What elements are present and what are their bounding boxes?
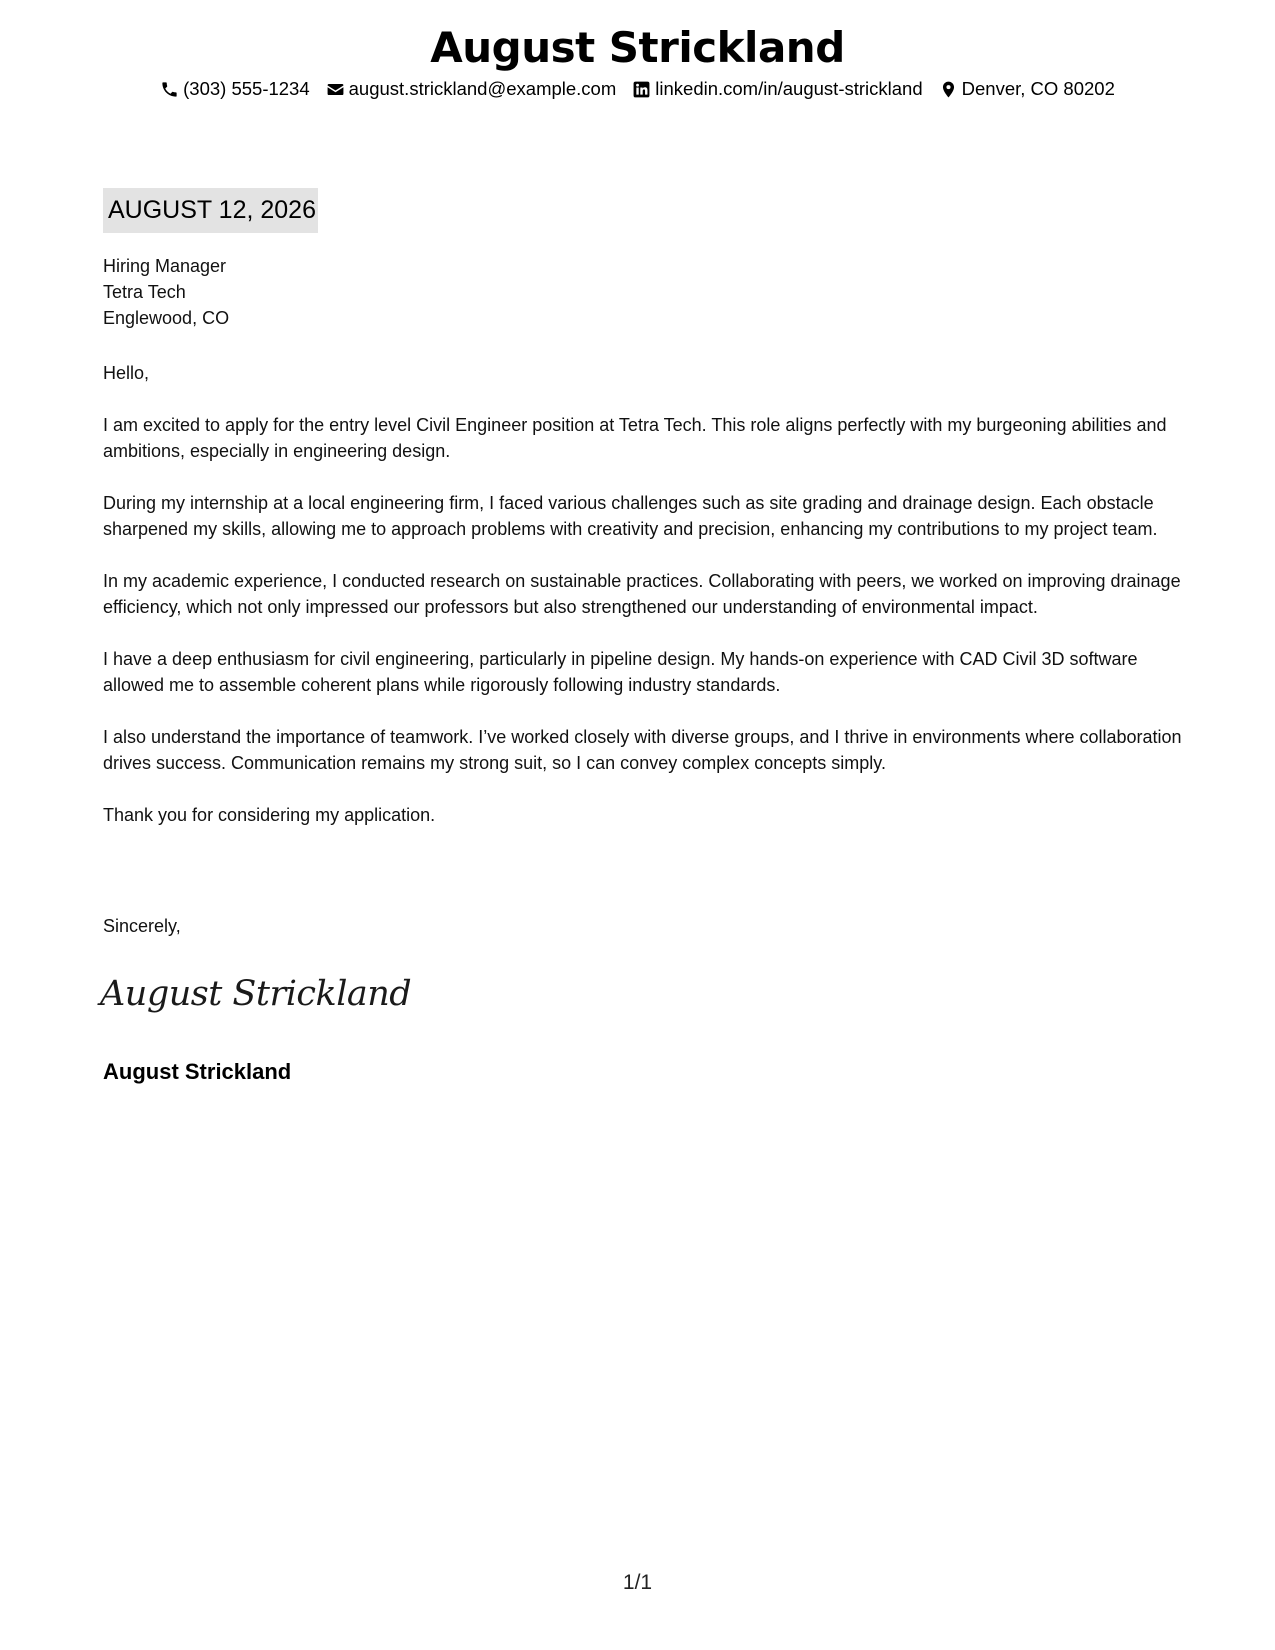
contact-location [939,76,1115,102]
body-paragraph: I have a deep enthusiasm for civil engineering, particularly in pipeline design. My hands-on experience with CAD Civil 3D software allowed me to assemble coherent plans while rigorously following industry standards. [103,649,1138,695]
body-paragraph: I am excited to apply for the entry level Civil Engineer position at Tetra Tech. This role aligns perfectly with my burgeoning abilities and ambitions, especially in engineering design. [103,415,1167,461]
page-number: 1/1 [622,1571,653,1594]
location-text: Denver, CO 80202 [961,78,1115,99]
recipient-block [103,253,229,331]
body-paragraph: I also understand the importance of teamwork. I’ve worked closely with diverse groups, and I thrive in environments where collaboration drives success. Communication remains my strong suit, so I can convey complex concepts simply. [103,727,1182,773]
contact-email [326,76,617,102]
recipient-location: Englewood, CO [103,308,230,328]
letter-body [103,360,1183,854]
letter-date: AUGUST 12, 2026 [103,188,318,233]
contact-linkedin [632,76,922,102]
phone-icon [160,80,179,99]
signer-name: August Strickland [103,1059,292,1084]
greeting: Hello, [103,363,150,383]
closing-salutation: Sincerely, [103,916,181,936]
phone-number: (303) 555-1234 [183,78,310,99]
applicant-name-heading: August Strickland [430,23,845,72]
email-address: august.strickland@example.com [348,78,617,99]
recipient-title: Hiring Manager [103,256,227,276]
recipient-company: Tetra Tech [103,282,186,302]
linkedin-url: linkedin.com/in/august-strickland [655,78,923,99]
body-paragraph: During my internship at a local engineering firm, I faced various challenges such as site grading and drainage design. Each obstacle sharpened my skills, allowing me to approach problems with creativity and precision, enhancing my contributions to my project team. [103,493,1158,539]
linkedin-icon [632,80,651,99]
thank-you-paragraph: Thank you for considering my application. [103,805,436,825]
contact-bar [0,76,1275,102]
envelope-icon [326,80,345,99]
handwritten-signature: August Strickland [100,974,412,1014]
body-paragraph: In my academic experience, I conducted research on sustainable practices. Collaborating with peers, we worked on improving drainage efficiency, which not only impressed our professors but also strengthened our understanding of environmental impact. [103,571,1181,617]
map-pin-icon [939,80,958,99]
contact-phone [160,76,310,102]
